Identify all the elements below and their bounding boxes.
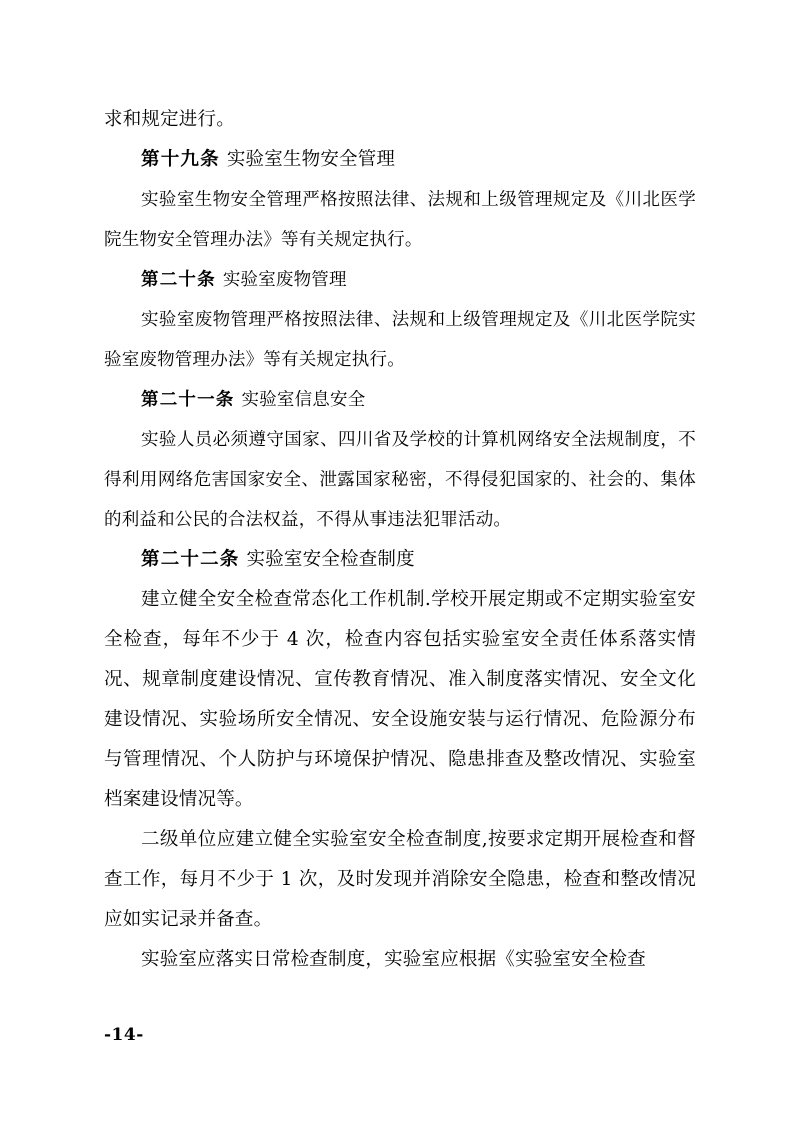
paragraph-article-22-2: 二级单位应建立健全实验室安全检查制度,按要求定期开展检查和督查工作，每月不少于 1 次，及时发现并消除安全隐患，检查和整改情况应如实记录并备查。 bbox=[104, 829, 696, 930]
paragraph-article-20: 实验室废物管理严格按照法律、法规和上级管理规定及《川北医学院实验室废物管理办法》等有关规定执行。 bbox=[104, 310, 696, 370]
article-number: 第十九条 bbox=[141, 149, 220, 170]
article-heading-22 bbox=[104, 540, 696, 580]
article-title: 实验室废物管理 bbox=[222, 270, 347, 290]
article-heading-20 bbox=[104, 260, 696, 300]
article-number: 第二十二条 bbox=[141, 549, 240, 570]
article-title: 实验室生物安全管理 bbox=[226, 149, 396, 170]
paragraph-article-21: 实验人员必须遵守国家、四川省及学校的计算机网络安全法规制度，不得利用网络危害国家安全、泄露国家秘密，不得侵犯国家的、社会的、集体的利益和公民的合法权益，不得从事违法犯罪活动。 bbox=[104, 430, 696, 530]
article-heading-21 bbox=[104, 380, 696, 420]
article-number: 第二十条 bbox=[141, 270, 216, 290]
article-number: 第二十一条 bbox=[141, 390, 235, 410]
paragraph-continuation: 求和规定进行。 bbox=[104, 109, 235, 130]
page-body bbox=[104, 100, 696, 980]
paragraph-article-19: 实验室生物安全管理严格按照法律、法规和上级管理规定及《川北医学院生物安全管理办法》等有关规定执行。 bbox=[104, 190, 696, 250]
article-title: 实验室安全检查制度 bbox=[246, 549, 415, 570]
article-title: 实验室信息安全 bbox=[241, 390, 366, 410]
paragraph-article-22-1: 建立健全安全检查常态化工作机制.学校开展定期或不定期实验室安全检查，每年不少于 4 次，检查内容包括实验室安全责任体系落实情况、规章制度建设情况、宣传教育情况、准入制度落实情况、安全文化建设情况、实验场所安全情况、安全设施安装与运行情况、危险源分布与管理情况、个人防护与环境保护情况、隐患排查及整改情况、实验室档案建设情况等。 bbox=[104, 589, 696, 810]
paragraph-article-22-3: 实验室应落实日常检查制度，实验室应根据《实验室安全检查 bbox=[141, 949, 646, 970]
article-heading-19 bbox=[104, 140, 696, 180]
page-number: -14- bbox=[104, 1025, 144, 1045]
